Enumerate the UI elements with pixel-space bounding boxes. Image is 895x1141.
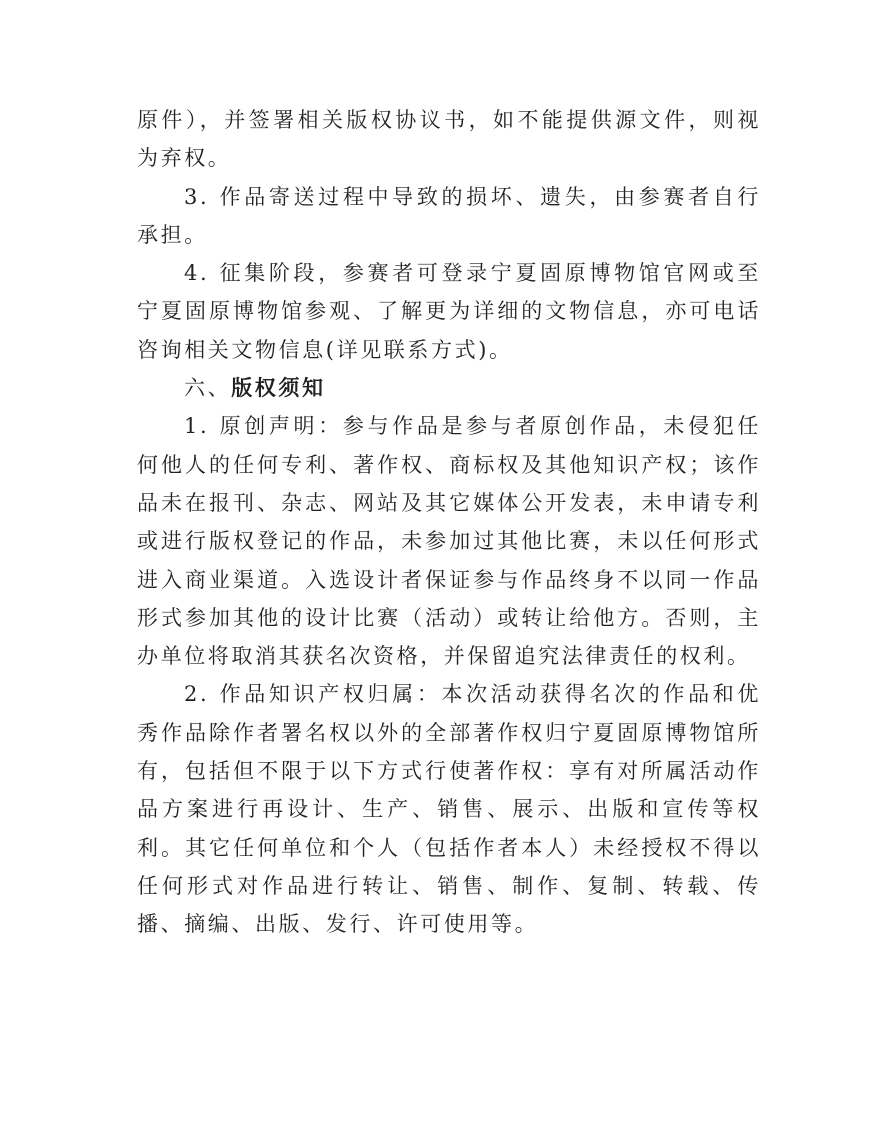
paragraph-item-4: 4. 征集阶段，参赛者可登录宁夏固原博物馆官网或至宁夏固原博物馆参观、了解更为详细的文物信息，亦可电话咨询相关文物信息(详见联系方式)。 [137,261,761,362]
paragraph-item-3: 3. 作品寄送过程中导致的损坏、遗失，由参赛者自行承担。 [137,184,761,247]
paragraph-originality-statement: 1. 原创声明：参与作品是参与者原创作品，未侵犯任何他人的任何专利、著作权、商标权及其他知识产权；该作品未在报刊、杂志、网站及其它媒体公开发表，未申请专利或进行版权登记的作品，未参加过其他比赛，未以任何形式进入商业渠道。入选设计者保证参与作品终身不以同一作品形式参加其他的设计比赛（活动）或转让给他方。否则，主办单位将取消其获名次资格，并保留追究法律责任的权利。 [137,414,761,669]
paragraph-ip-ownership: 2. 作品知识产权归属：本次活动获得名次的作品和优秀作品除作者署名权以外的全部著作权归宁夏固原博物馆所有，包括但不限于以下方式行使著作权：享有对所属活动作品方案进行再设计、生产、销售、展示、出版和宣传等权利。其它任何单位和个人（包括作者本人）未经授权不得以任何形式对作品进行转让、销售、制作、复制、转载、传播、摘编、出版、发行、许可使用等。 [137,682,761,937]
section-number: 六、 [184,376,232,401]
paragraph-continuation: 原件），并签署相关版权协议书，如不能提供源文件，则视为弃权。 [137,108,761,171]
section-heading-copyright [137,369,761,407]
section-title: 版权须知 [231,376,326,401]
document-body [137,101,761,944]
